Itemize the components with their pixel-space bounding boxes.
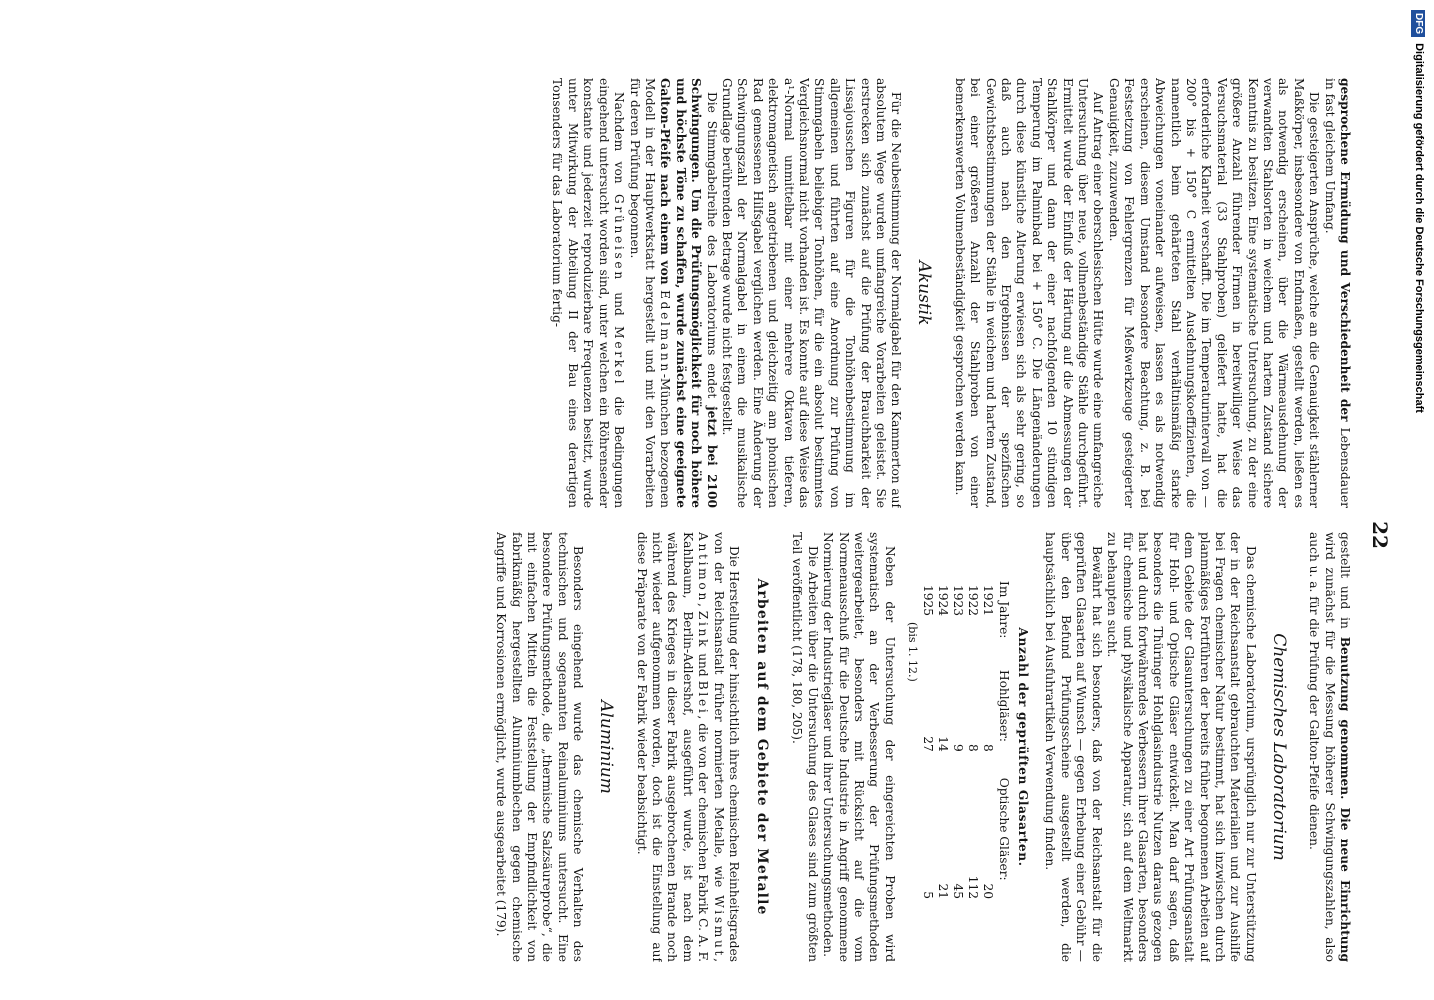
right-column	[22, 532, 1352, 962]
table-note: (bis 1. 12.)	[906, 622, 920, 682]
paragraph: Neben der Untersuchung der eingereichten Proben wird systematisch an der Verbesserung der Prüfungsmethoden weitergearbeitet, besonders mit Rücksicht auf die vom Normenausschuß für die Deutsche Industrie in Angriff genommene Normierung der Industriegläser und ihrer Untersuchungsmethoden.	[821, 532, 897, 962]
section-heading-akustik: Akustik	[914, 260, 935, 326]
table-title: Anzahl der geprüften Glasarten.	[1016, 627, 1031, 867]
paragraph: Die Herstellung der hinsichtlich ihres chemischen Reinheitsgrades von der Reichsanstalt früher normierten Metalle, wie Wismut, Antimon, Zink und Blei, die von der chemischen Fabrik C. A. F. Kahlbaum, Berlin-Adlershof, ausgeführt wurde, ist nach dem während des Krieges in dieser Fabrik ausgebrochenen Brande noch nicht wieder aufgenommen worden, doch ist die Einstellung auf diese Präparate von der Fabrik wieder beabsichtigt.	[634, 532, 742, 962]
table-row: 1924 14 21	[936, 585, 951, 899]
page-number: 22	[1368, 521, 1392, 549]
dfg-logo-icon: DFG	[1411, 10, 1425, 37]
paragraph: Nachdem von Grüneisen und Merkel die Bedingungen eingehend untersucht worden sind, unter welchen ein Röhrensender konstante und jederzeit reproduzierbare Frequenzen besitzt, wurde unter Mitwirkung der Abteilung II der Bau eines derartigen Tonsenders für das Laboratorium fertig-	[550, 78, 627, 508]
rotated-page	[0, 70, 1400, 1000]
paragraph: Besonders eingehend wurde das chemische Verhalten des technischen und sogenannten Reinaluminiums untersucht. Eine besondere Prüfungsmethode, die „thermische Salzsäureprobe“, die mit einfachen Mitteln die Feststellung der Empfindlichkeit von fabrikmäßig hergestellten Aluminiumblechen gegen chemische Angriffe und Korrosionen ermöglicht, wurde ausgearbeitet (179).	[494, 532, 586, 962]
paragraph: Die gesteigerten Ansprüche, welche an die Genauigkeit stählerner Maßkörper, insbesondere von Endmaßen, gestellt werden, ließen es als notwendig erscheinen, über die Wärmeausdehnung der verwandten Stahlsorten in weichem und hartem Zustand sichere Kenntnis zu besitzen. Eine systematische Untersuchung, zu der eine größere Anzahl führender Firmen in bereitwilliger Weise das Versuchsmaterial (33 Stahlproben) geliefert hatte, hat die erforderliche Klarheit verschafft. Die im Temperaturintervall von — 200° bis + 150° C ermittelten Ausdehnungskoeffizienten, die namentlich beim gehärteten Stahl verhältnismäßig starke Abweichungen voneinander aufweisen, lassen es als notwendig erscheinen, diesem Umstand besondere Beachtung, z. B. bei Festsetzung von Fehlergrenzen für Meßwerkzeuge gesteigerter Genauigkeit, zuzuwenden.	[1106, 78, 1322, 508]
table-row: 1922 8 112	[966, 585, 981, 899]
left-column	[22, 78, 1352, 508]
paragraph: gestellt und in Benutzung genommen. Die neue Einrichtung wird zunächst für die Messung höherer Schwingungszahlen, also auch u. a. für die Prüfung der Galton-Pfeife dienen.	[1307, 532, 1352, 962]
table-row: 1925 27 5	[921, 585, 936, 899]
stamp-text: Digitalisierung gefördert durch die Deutsche Forschungsgemeinschaft	[1413, 43, 1425, 413]
table-row: 1923 9 45	[951, 585, 966, 899]
section-heading-metalle: Arbeiten auf dem Gebiete der Metalle	[754, 578, 771, 916]
table-header: Optische Gläser:	[996, 777, 1011, 881]
table-header: Im Jahre:	[996, 581, 1011, 639]
paragraph: Auf Antrag einer oberschlesischen Hütte wurde eine umfangreiche Untersuchung über neue, vollmenbeständige Stähle durchgeführt. Ermittelt wurde der Einfluß der Härtung auf die Abmessungen der Stahlkörper und dann der einer nachfolgenden 10 stündigen Temperung im Palminbad bei + 150° C. Die Längenänderungen durch diese künstliche Alterung erwiesen sich als sehr gering, so daß auch nach den Ergebnissen der spezifischen Gewichtsbestimmungen der Stähle in weichem und hartem Zustand, bei einer größeren Anzahl der Stahlproben von einer bemerkenswerten Volumenbeständigkeit gesprochen werden kann.	[952, 78, 1106, 508]
table-row: 1921 8 20	[981, 585, 996, 899]
paragraph: gesprochene Ermüdung und Verschiedenheit der Lebensdauer in fast gleichem Umfang.	[1322, 78, 1352, 508]
digitization-stamp	[1408, 10, 1430, 990]
paragraph: Bewährt hat sich besonders, daß von der Reichsanstalt für die geprüften Glasarten auf Wunsch — gegen Erhebung einer Gebühr — über den Befund Prüfungsscheine ausgestellt werden, die hauptsächlich bei Ausfuhrartikeln Verwendung finden.	[1043, 532, 1104, 962]
glass-table	[920, 575, 1010, 919]
paragraph: Das chemische Laboratorium, ursprünglich nur zur Unterstützung der in der Reichsanstalt gebrauchten Materialien und zur Aushilfe bei Fragen chemischer Natur bestimmt, hat sich inzwischen durch planmäßiges Fortführen der bereits früher begonnenen Arbeiten auf dem Gebiete der Glasuntersuchungen zu einer Art Prüfungsanstalt für Hohl- und Optische Gläser entwickelt. Man darf sagen, daß besonders die Thüringer Hohlglasindustrie Nutzen daraus gezogen hat und durch fortwährendes Verbessern ihrer Glasarten, besonders für chemische und physikalische Apparatur, sich auf dem Weltmarkt zu behaupten sucht.	[1105, 532, 1258, 962]
paragraph: Für die Neubestimmung der Normalgabel für den Kammerton auf absolutem Wege wurden umfangreiche Vorarbeiten geleistet. Sie erstrecken sich zunächst auf die Prüfung der Brauchbarkeit der Lissajousschen Figuren für die Tonhöhenbestimmung im allgemeinen und führten auf eine Anordnung zur Prüfung von Stimmgabeln beliebiger Tonhöhen, für die ein absolut bestimmtes Vergleichsnormal nicht vorhanden ist. Es konnte auf diese Weise das a¹-Normal unmittelbar mit einer mehrere Oktaven tieferen, elektromagnetisch angetriebenen und gleichzeitig am phonischen Rad gemessenen Hilfsgabel verglichen werden. Eine Änderung der Schwingungszahl der Normalgabel in einem die musikalische Grundlage berührenden Betrage wurde nicht festgestellt.	[719, 78, 904, 508]
paragraph: Die Stimmgabelreihe des Laboratoriums endet jetzt bei 2100 Schwingungen. Um die Prüfungsmöglichkeit für noch höhere und höchste Töne zu schaffen, wurde zunächst eine geeignete Galton-Pfeife nach einem von Edelmann-München bezogenen Modell in der Hauptwerkstatt hergestellt und mit den Vorarbeiten für deren Prüfung begonnen.	[627, 78, 719, 508]
section-heading-aluminium: Aluminium	[596, 700, 617, 794]
paragraph: Die Arbeiten über die Untersuchung des Glases sind zum größten Teil veröffentlicht (178, 180, 205).	[790, 532, 820, 962]
section-heading-chemisches-laboratorium: Chemisches Laboratorium	[1268, 633, 1289, 861]
table-header: Hohlgläser:	[996, 669, 1011, 743]
